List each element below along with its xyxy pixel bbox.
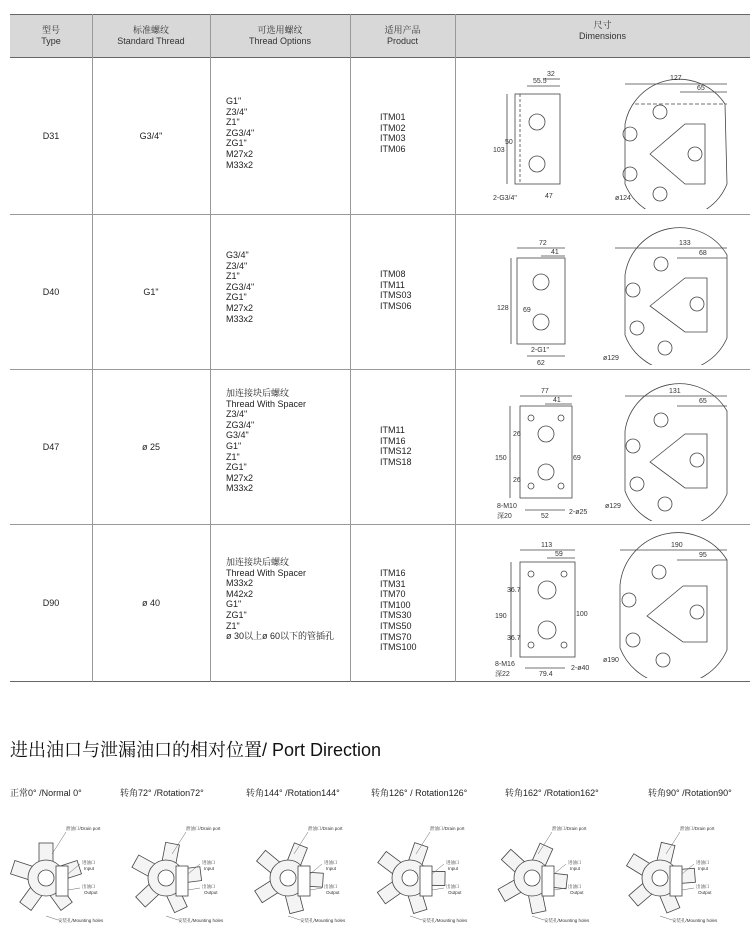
product-item: ITM16 — [380, 435, 406, 446]
option-item: M27x2 — [226, 302, 254, 313]
leader-line — [432, 888, 444, 890]
header-prod-cn: 适用产品 — [384, 24, 421, 35]
input-port-label-cn: 进油口 — [696, 860, 710, 865]
option-item: G3/4" — [226, 430, 249, 441]
header-type-cn: 型号 — [41, 24, 60, 35]
product-item: ITM70 — [380, 589, 406, 600]
leader-line — [68, 888, 80, 890]
port-block — [56, 866, 68, 896]
port-block — [176, 866, 188, 896]
dim-label: 59 — [555, 551, 563, 558]
leader-line — [410, 916, 422, 920]
output-port-label-cn: 出油口 — [696, 884, 710, 889]
motor-port-diagram — [8, 818, 130, 936]
dim-label: 深20 — [497, 513, 512, 520]
option-item: M27x2 — [226, 472, 254, 483]
direction-label-72: 转角72° /Rotation72° — [120, 788, 204, 798]
option-item: ZG3/4" — [226, 127, 255, 138]
mounting-holes-label: 安装孔/Mounting holes — [544, 918, 590, 923]
dim-label: 103 — [493, 147, 505, 154]
mounting-holes-label: 安装孔/Mounting holes — [672, 918, 718, 923]
port-direction-title: 进出油口与泄漏油口的相对位置/ Port Direction — [10, 740, 382, 760]
option-item: Z1" — [226, 271, 240, 282]
direction-label-162: 转角162° /Rotation162° — [505, 788, 599, 798]
header-prod-en: Product — [386, 35, 419, 46]
header-dim-cn: 尺寸 — [593, 20, 612, 30]
row-d40-type: D40 — [42, 286, 60, 297]
dim-label: 77 — [541, 388, 549, 395]
option-item: ZG1" — [226, 292, 247, 303]
motor-hub — [652, 870, 668, 886]
product-item: ITM11 — [380, 279, 405, 290]
table-top-line — [10, 14, 750, 15]
dim-label: 2-ø40 — [571, 665, 590, 672]
input-port-label-cn: 进油口 — [446, 860, 460, 865]
product-item: ITMS06 — [380, 300, 412, 311]
option-item: ø 30以上ø 60以下的管插孔 — [226, 631, 335, 642]
product-item: ITMS30 — [380, 610, 412, 621]
dim-label: 62 — [537, 360, 545, 365]
row-d90-products — [380, 568, 417, 653]
option-item: M27x2 — [226, 148, 254, 159]
option-item: G1" — [226, 440, 242, 451]
output-port-label-cn: 出油口 — [202, 884, 216, 889]
option-item: M33x2 — [226, 578, 254, 589]
option-item: Z1" — [226, 451, 240, 462]
dim-label: 2-G3/4" — [493, 195, 517, 202]
dim-label: ø190 — [603, 657, 619, 664]
motor-port-diagram — [494, 818, 616, 936]
option-item: ZG3/4" — [226, 281, 255, 292]
option-item: 加连接块后螺纹 — [226, 388, 290, 398]
col-divider — [210, 14, 211, 682]
dim-label: 55.5 — [533, 78, 547, 85]
leader-line — [682, 888, 694, 890]
motor-port-diagram — [128, 818, 250, 936]
dim-label: 69 — [573, 455, 581, 462]
drain-port-label: 泄油口/Drain port — [552, 826, 587, 831]
header-type-en: Type — [41, 35, 61, 46]
dim-label: ø129 — [605, 503, 621, 510]
direction-label-90: 转角90° /Rotation90° — [648, 788, 732, 798]
option-item: G1" — [226, 599, 242, 610]
dim-label: 41 — [551, 249, 559, 256]
leader-line — [188, 888, 200, 890]
dim-label: 32 — [547, 71, 555, 78]
header-type — [10, 14, 92, 57]
row-d31-standard: G3/4" — [139, 130, 163, 141]
dimension-drawing-d47 — [465, 376, 745, 521]
port-block — [298, 866, 310, 896]
output-port-label-en: Output — [204, 890, 218, 895]
product-item: ITM03 — [380, 133, 406, 144]
input-port-label-en: Input — [570, 866, 581, 871]
dim-label: 52 — [541, 513, 549, 520]
dimension-drawing-d31 — [465, 64, 745, 209]
input-port-label-cn: 进油口 — [568, 860, 582, 865]
motor-hub — [38, 870, 54, 886]
dim-label: ø129 — [603, 355, 619, 362]
row-d40-options — [226, 250, 254, 324]
dim-label: 95 — [699, 552, 707, 559]
row-d40-products — [380, 269, 412, 311]
header-opt-cn: 可选用螺纹 — [257, 24, 303, 35]
drain-port-label: 泄油口/Drain port — [186, 826, 221, 831]
port-block — [670, 866, 682, 896]
spec-table — [10, 14, 750, 682]
dim-label: 2-G1" — [531, 347, 550, 354]
input-port-label-cn: 进油口 — [82, 860, 96, 865]
dim-label: 128 — [497, 305, 509, 312]
dim-label: 8-M10 — [497, 503, 517, 510]
dim-label: 2-ø25 — [569, 509, 588, 516]
dim-label: 36.7 — [507, 587, 521, 594]
dimension-drawing-d40 — [465, 220, 745, 365]
option-item: Z1" — [226, 620, 240, 631]
output-port-label-cn: 出油口 — [82, 884, 96, 889]
row-d47-options — [226, 388, 306, 494]
input-port-label-en: Input — [448, 866, 459, 871]
input-port-label-en: Input — [698, 866, 709, 871]
leader-line — [554, 864, 566, 874]
dim-label: 26 — [513, 477, 521, 484]
option-item: G3/4" — [226, 250, 249, 260]
col-divider — [350, 14, 351, 682]
row-d40-standard: G1" — [143, 286, 159, 297]
motor-port-diagram — [250, 818, 372, 936]
product-item: ITM11 — [380, 425, 405, 435]
dimension-drawing-d90 — [465, 530, 745, 678]
input-port-label-en: Input — [84, 866, 95, 871]
option-item: M33x2 — [226, 313, 254, 324]
drain-port-label: 泄油口/Drain port — [680, 826, 715, 831]
output-port-label-en: Output — [84, 890, 98, 895]
header-dim-en: Dimensions — [578, 31, 627, 41]
option-item: Z1" — [226, 117, 240, 128]
input-port-label-cn: 进油口 — [202, 860, 216, 865]
leader-line — [172, 832, 186, 854]
product-item: ITM06 — [380, 143, 406, 154]
port-block — [420, 866, 432, 896]
option-item: Thread With Spacer — [226, 567, 307, 578]
table-bottom-line — [10, 681, 750, 682]
header-std-en: Standard Thread — [117, 35, 185, 46]
motor-hub — [402, 870, 418, 886]
motor-port-diagram — [372, 818, 494, 936]
input-port-label-en: Input — [204, 866, 215, 871]
drain-port-label: 泄油口/Drain port — [308, 826, 343, 831]
option-item: Z3/4" — [226, 106, 248, 117]
dim-label: 65 — [697, 85, 705, 92]
drain-port-label: 泄油口/Drain port — [66, 826, 101, 831]
dim-label: 41 — [553, 397, 561, 404]
header-std-cn: 标准螺纹 — [132, 24, 169, 35]
option-item: 加连接块后螺纹 — [226, 557, 290, 567]
option-item: Z3/4" — [226, 409, 248, 420]
header-thread-options — [210, 14, 350, 57]
product-item: ITM08 — [380, 269, 406, 279]
dim-label: 47 — [545, 193, 553, 200]
product-item: ITMS70 — [380, 631, 412, 642]
col-divider — [455, 14, 456, 682]
row-d47-products — [380, 425, 412, 467]
leader-line — [310, 888, 322, 890]
option-item: Z3/4" — [226, 260, 248, 271]
option-item: M33x2 — [226, 483, 254, 494]
row-d31-products — [380, 112, 406, 154]
dim-label: 133 — [679, 240, 691, 247]
output-port-label-cn: 出油口 — [568, 884, 582, 889]
option-item: G1" — [226, 96, 242, 106]
dim-label: 深22 — [495, 671, 510, 678]
header-product — [350, 14, 455, 57]
option-item: ZG1" — [226, 138, 247, 149]
dim-label: 79.4 — [539, 671, 553, 678]
dim-label: 50 — [505, 139, 513, 146]
output-port-label-en: Output — [570, 890, 584, 895]
motor-port-diagram — [622, 818, 744, 936]
motor-hub — [524, 870, 540, 886]
product-item: ITMS03 — [380, 290, 412, 301]
dim-label: 8-M16 — [495, 661, 515, 668]
direction-label-126: 转角126° / Rotation126° — [371, 788, 468, 798]
dim-label: 127 — [670, 75, 682, 82]
dim-label: 113 — [541, 542, 553, 549]
row-d31-options — [226, 96, 254, 170]
product-item: ITM31 — [380, 578, 406, 589]
leader-line — [166, 916, 178, 920]
row-d90-type: D90 — [42, 597, 60, 608]
output-port-label-en: Output — [448, 890, 462, 895]
motor-hub — [158, 870, 174, 886]
row-d31-type: D31 — [42, 130, 60, 141]
product-item: ITMS50 — [380, 620, 412, 631]
leader-line — [46, 916, 58, 920]
header-standard-thread — [92, 14, 210, 57]
output-port-label-en: Output — [698, 890, 712, 895]
product-item: ITM02 — [380, 122, 406, 133]
dim-label: ø124 — [615, 195, 631, 202]
row-d47-type: D47 — [42, 441, 60, 452]
row-d90-standard: ø 40 — [141, 597, 160, 608]
option-item: Thread With Spacer — [226, 398, 307, 409]
mounting-holes-label: 安装孔/Mounting holes — [58, 918, 104, 923]
output-port-label-en: Output — [326, 890, 340, 895]
product-item: ITM16 — [380, 568, 406, 578]
dim-label: 72 — [539, 240, 547, 247]
option-item: ZG1" — [226, 609, 247, 620]
leader-line — [532, 916, 544, 920]
dim-label: 131 — [669, 388, 681, 395]
dim-label: 65 — [699, 398, 707, 405]
option-item: ZG1" — [226, 462, 247, 473]
dim-label: 26 — [513, 431, 521, 438]
option-item: ZG3/4" — [226, 419, 255, 430]
dim-label: 68 — [699, 250, 707, 257]
product-item: ITM100 — [380, 599, 411, 610]
mounting-holes-label: 安装孔/Mounting holes — [178, 918, 224, 923]
input-port-label-cn: 进油口 — [324, 860, 338, 865]
product-item: ITMS100 — [380, 642, 417, 653]
output-port-label-cn: 出油口 — [446, 884, 460, 889]
product-item: ITM01 — [380, 112, 406, 122]
header-opt-en: Thread Options — [248, 35, 312, 46]
product-item: ITMS12 — [380, 446, 412, 457]
row-d47-standard: ø 25 — [141, 441, 160, 452]
product-item: ITMS18 — [380, 456, 412, 467]
mounting-holes-label: 安装孔/Mounting holes — [422, 918, 468, 923]
dim-label: 100 — [576, 611, 588, 618]
drain-port-label: 泄油口/Drain port — [430, 826, 465, 831]
dim-label: 69 — [523, 307, 531, 314]
leader-line — [288, 916, 300, 920]
dim-label: 150 — [495, 455, 507, 462]
header-dimensions — [455, 14, 750, 63]
motor-hub — [280, 870, 296, 886]
port-block — [542, 866, 554, 896]
dim-label: 190 — [671, 542, 683, 549]
option-item: M33x2 — [226, 159, 254, 170]
leader-line — [660, 916, 672, 920]
direction-label-144: 转角144° /Rotation144° — [246, 788, 340, 798]
dim-label: 36.7 — [507, 635, 521, 642]
leader-line — [52, 832, 66, 854]
input-port-label-en: Input — [326, 866, 337, 871]
option-item: M42x2 — [226, 588, 254, 599]
dim-label: 190 — [495, 613, 507, 620]
row-d90-options — [226, 557, 334, 642]
output-port-label-cn: 出油口 — [324, 884, 338, 889]
direction-label-normal: 正常0° /Normal 0° — [10, 788, 82, 798]
mounting-holes-label: 安装孔/Mounting holes — [300, 918, 346, 923]
